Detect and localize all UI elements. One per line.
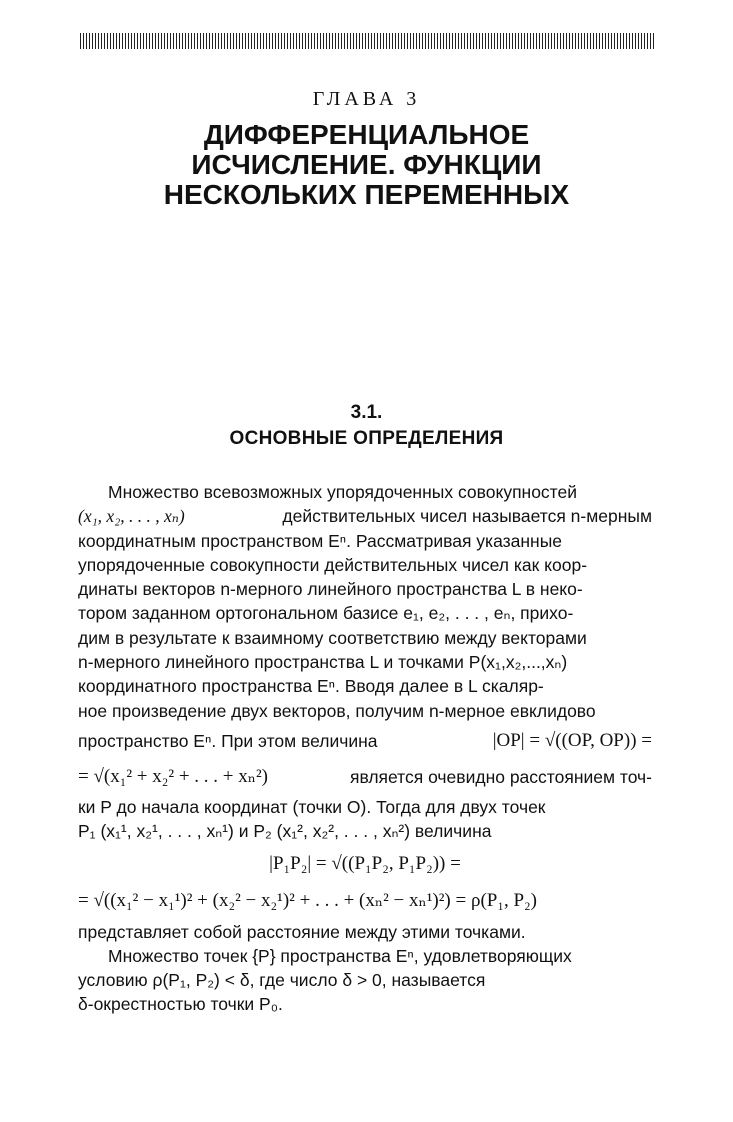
body-text — [78, 480, 652, 1017]
chapter-title-line: ДИФФЕРЕНЦИАЛЬНОЕ — [203, 119, 530, 150]
display-equation: |P₁P₂| = √((P₁P₂, P₁P₂)) = — [269, 852, 461, 874]
inline-math: (x₁, x₂, . . . , xₙ) — [78, 506, 185, 527]
text-fragment: является очевидно расстоянием точ- — [349, 766, 652, 787]
text-line: тором заданном ортогональном базисе e₁, e₂, . . . , eₙ, прихо- — [78, 603, 574, 624]
text-line: упорядоченные совокупности действительных чисел как коор- — [78, 554, 588, 575]
text-line: динаты векторов n-мерного линейного пространства L в неко- — [78, 579, 583, 600]
text-fragment: действительных чисел называется n-мерным — [282, 506, 652, 527]
text-line — [78, 723, 652, 759]
text-line: координатного пространства Eⁿ. Вводя далее в L скаляр- — [78, 676, 544, 697]
chapter-title — [0, 120, 733, 210]
text-line: дим в результате к взаимному соответствию между векторами — [78, 627, 587, 648]
text-line: n-мерного линейного пространства L и точками P(x₁,x₂,...,xₙ) — [78, 652, 568, 673]
text-line: ное произведение двух векторов, получим n-мерное евклидово — [78, 700, 596, 721]
text-line: координатным пространством Eⁿ. Рассматривая указанные — [78, 530, 563, 551]
text-line — [78, 759, 652, 795]
inline-formula: |OP| = √((OP, OP)) = — [492, 729, 652, 751]
text-line: Множество всевозможных упорядоченных совокупностей — [108, 482, 578, 502]
header-barcode-strip — [80, 33, 654, 49]
chapter-label: ГЛАВА 3 — [312, 88, 421, 110]
chapter-title-line: ИСЧИСЛЕНИЕ. ФУНКЦИИ — [191, 149, 542, 180]
text-line: δ-окрестностью точки P₀. — [78, 994, 283, 1015]
section-title: ОСНОВНЫЕ ОПРЕДЕЛЕНИЯ — [229, 428, 504, 449]
chapter-title-line: НЕСКОЛЬКИХ ПЕРЕМЕННЫХ — [163, 179, 570, 210]
text-line: условию ρ(P₁, P₂) < δ, где число δ > 0, называется — [78, 970, 486, 991]
text-line: ки P до начала координат (точки O). Тогда для двух точек — [78, 796, 546, 817]
display-equation: = √((x₁² − x₁¹)² + (x₂² − x₂¹)² + . . . + (xₙ² − xₙ¹)²) = ρ(P₁, P₂) — [78, 890, 537, 912]
text-line: Множество точек {P} пространства Eⁿ, удовлетворяющих — [108, 945, 572, 966]
text-line — [78, 504, 652, 528]
text-fragment: пространство Eⁿ. При этом величина — [78, 730, 378, 751]
inline-formula: = √(x₁² + x₂² + . . . + xₙ²) — [78, 765, 268, 787]
text-line: представляет собой расстояние между этими точками. — [78, 921, 526, 942]
text-line: P₁ (x₁¹, x₂¹, . . . , xₙ¹) и P₂ (x₁², x₂², . . . , xₙ²) величина — [78, 821, 492, 842]
section-number: 3.1. — [350, 402, 383, 423]
